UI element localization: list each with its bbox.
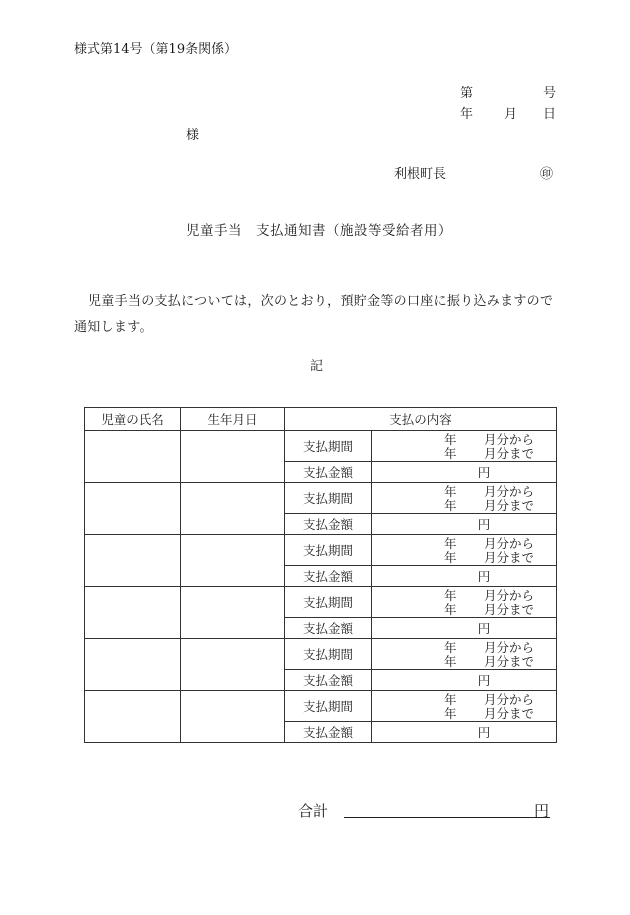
- total-underline: [344, 817, 550, 818]
- period-value[interactable]: [372, 587, 557, 618]
- date-month: 月: [504, 107, 518, 122]
- period-to-text: 月分まで: [484, 654, 535, 669]
- payment-table: [84, 407, 557, 743]
- child-name-cell[interactable]: [85, 431, 181, 483]
- child-name-cell[interactable]: [85, 483, 181, 535]
- table-row: [85, 483, 557, 514]
- child-name-cell[interactable]: [85, 535, 181, 587]
- ki-heading: 記: [310, 359, 324, 374]
- notice-body: 児童手当の支払については，次のとおり，預貯金等の口座に振り込みますので通知します。: [74, 294, 554, 335]
- table-header-row: [85, 408, 557, 431]
- period-to-text: 月分まで: [484, 498, 535, 513]
- period-to-text: 月分まで: [484, 446, 535, 461]
- document-title: 児童手当 支払通知書（施設等受給者用）: [186, 223, 452, 239]
- amount-value[interactable]: [372, 618, 557, 639]
- birth-date-cell[interactable]: [181, 483, 285, 535]
- period-label: 支払期間: [285, 535, 372, 566]
- period-from-year: 年: [444, 484, 457, 499]
- period-to-text: 月分まで: [484, 550, 535, 565]
- birth-date-cell[interactable]: [181, 639, 285, 691]
- amount-label: 支払金額: [285, 566, 372, 587]
- amount-yen: 円: [477, 673, 491, 688]
- period-from-text: 月分から: [484, 432, 535, 447]
- period-from-text: 月分から: [484, 484, 535, 499]
- addressee: 様: [186, 128, 200, 143]
- period-to-year: 年: [444, 654, 457, 669]
- period-to-year: 年: [444, 602, 457, 617]
- amount-yen: 円: [477, 465, 491, 480]
- period-from-year: 年: [444, 692, 457, 707]
- amount-value[interactable]: [372, 514, 557, 535]
- period-value[interactable]: [372, 639, 557, 670]
- birth-date-cell[interactable]: [181, 691, 285, 743]
- period-to-year: 年: [444, 550, 457, 565]
- birth-date-cell[interactable]: [181, 535, 285, 587]
- table-row: [85, 691, 557, 722]
- issue-date: [460, 103, 556, 123]
- date-day: 日: [542, 107, 556, 122]
- period-from-text: 月分から: [484, 588, 535, 603]
- period-from-text: 月分から: [484, 640, 535, 655]
- total-yen: 円: [534, 802, 550, 820]
- header-child-name: 児童の氏名: [85, 408, 181, 431]
- period-label: 支払期間: [285, 431, 372, 462]
- header-birth-date: 生年月日: [181, 408, 285, 431]
- period-from-year: 年: [444, 588, 457, 603]
- period-label: 支払期間: [285, 587, 372, 618]
- amount-yen: 円: [477, 569, 491, 584]
- issuer-name: 利根町長: [394, 167, 447, 182]
- document-number: [460, 82, 556, 102]
- period-to-text: 月分まで: [484, 706, 535, 721]
- total-label: 合計: [298, 802, 329, 820]
- period-label: 支払期間: [285, 691, 372, 722]
- amount-label: 支払金額: [285, 618, 372, 639]
- period-to-year: 年: [444, 446, 457, 461]
- period-to-text: 月分まで: [484, 602, 535, 617]
- birth-date-cell[interactable]: [181, 587, 285, 639]
- amount-label: 支払金額: [285, 514, 372, 535]
- date-year: 年: [460, 107, 474, 122]
- table-row: [85, 639, 557, 670]
- amount-yen: 円: [477, 725, 491, 740]
- header-payment-content: 支払の内容: [285, 408, 557, 431]
- period-value[interactable]: [372, 535, 557, 566]
- doc-number-prefix: 第: [460, 86, 474, 101]
- doc-number-suffix: 号: [542, 86, 556, 101]
- period-value[interactable]: [372, 483, 557, 514]
- table-row: [85, 535, 557, 566]
- table-row: [85, 431, 557, 462]
- child-name-cell[interactable]: [85, 691, 181, 743]
- amount-label: 支払金額: [285, 670, 372, 691]
- birth-date-cell[interactable]: [181, 431, 285, 483]
- period-from-text: 月分から: [484, 692, 535, 707]
- amount-value[interactable]: [372, 722, 557, 743]
- amount-value[interactable]: [372, 566, 557, 587]
- child-name-cell[interactable]: [85, 587, 181, 639]
- period-label: 支払期間: [285, 483, 372, 514]
- amount-yen: 円: [477, 621, 491, 636]
- seal-mark: ㊞: [540, 167, 554, 182]
- period-label: 支払期間: [285, 639, 372, 670]
- period-from-text: 月分から: [484, 536, 535, 551]
- amount-yen: 円: [477, 517, 491, 532]
- period-from-year: 年: [444, 640, 457, 655]
- form-number: 様式第14号（第19条関係）: [74, 42, 238, 57]
- child-name-cell[interactable]: [85, 639, 181, 691]
- period-from-year: 年: [444, 432, 457, 447]
- period-value[interactable]: [372, 431, 557, 462]
- amount-label: 支払金額: [285, 462, 372, 483]
- amount-value[interactable]: [372, 462, 557, 483]
- period-to-year: 年: [444, 706, 457, 721]
- amount-value[interactable]: [372, 670, 557, 691]
- period-value[interactable]: [372, 691, 557, 722]
- period-to-year: 年: [444, 498, 457, 513]
- amount-label: 支払金額: [285, 722, 372, 743]
- period-from-year: 年: [444, 536, 457, 551]
- table-row: [85, 587, 557, 618]
